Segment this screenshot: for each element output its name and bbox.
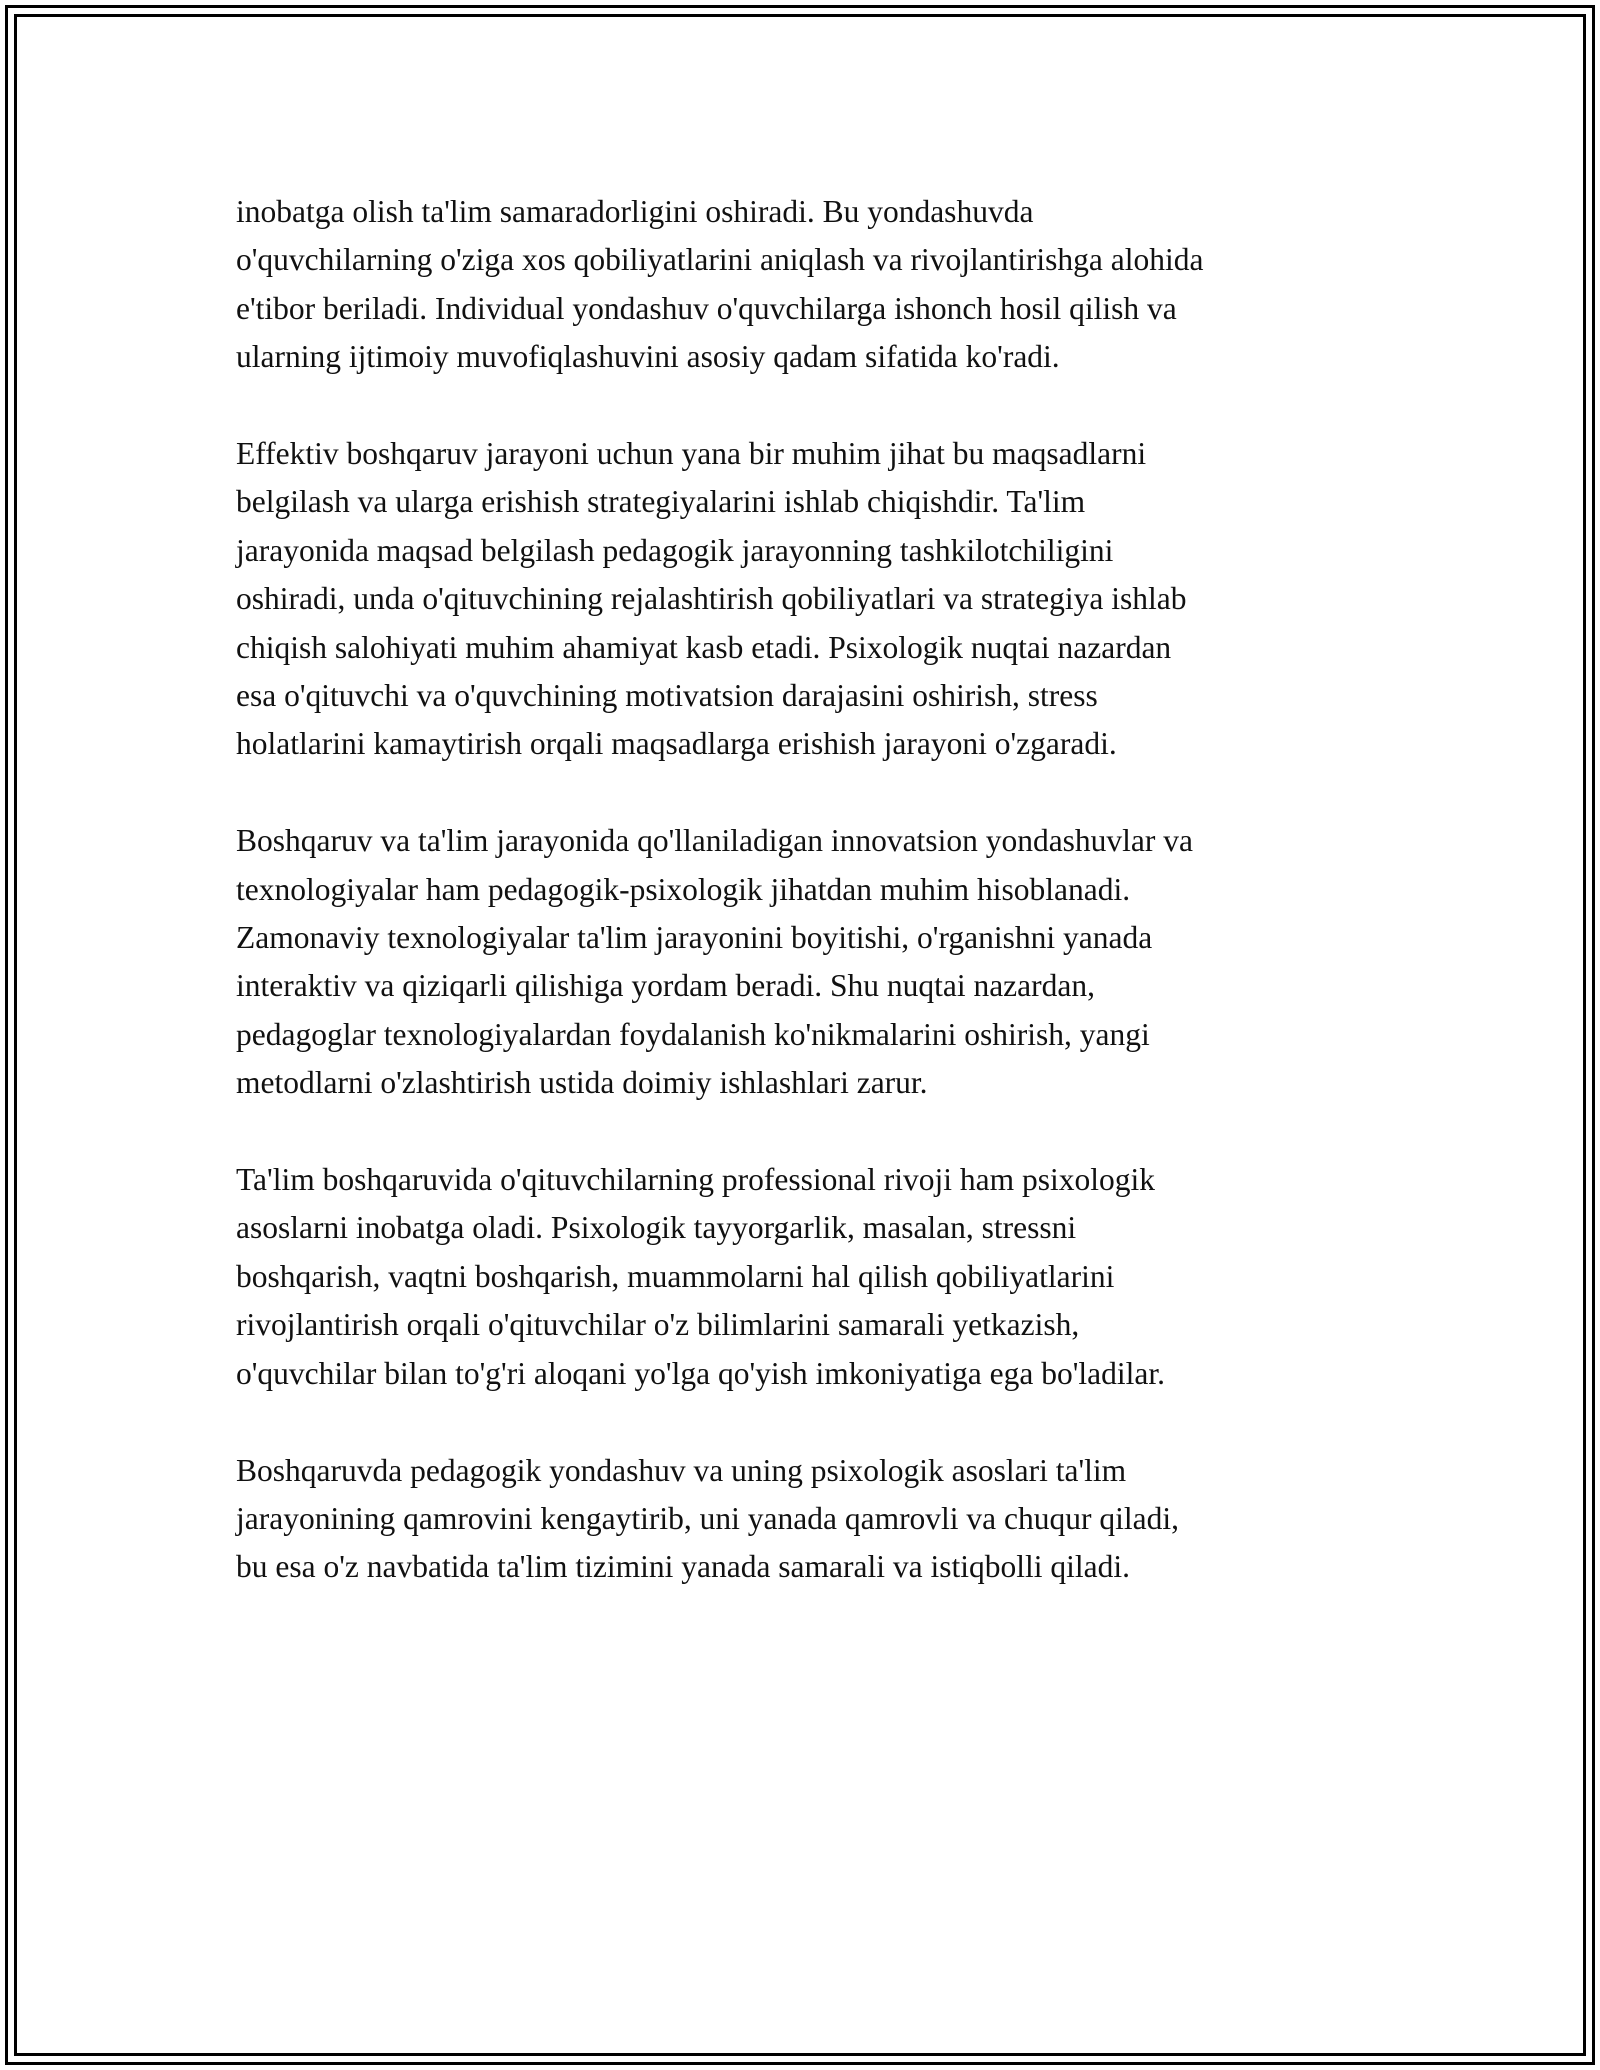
text-line: Boshqaruv va ta'lim jarayonida qo'llaniladigan innovatsion yondashuvlar va <box>236 823 1194 859</box>
text-line: Boshqaruvda pedagogik yondashuv va uning psixologik asoslari ta'lim <box>236 1452 1127 1488</box>
paragraph-5 <box>236 1447 1396 1592</box>
text-line: Ta'lim boshqaruvida o'qituvchilarning professional rivoji ham psixologik <box>236 1162 1156 1198</box>
text-line: jarayonida maqsad belgilash pedagogik jarayonning tashkilotchiligini <box>236 532 1114 568</box>
text-line: holatlarini kamaytirish orqali maqsadlarga erishish jarayoni o'zgaradi. <box>236 726 1117 762</box>
text-line: o'quvchilar bilan to'g'ri aloqani yo'lga qo'yish imkoniyatiga ega bo'ladilar. <box>236 1355 1165 1391</box>
text-line: oshiradi, unda o'qituvchining rejalashtirish qobiliyatlari va strategiya ishlab <box>236 581 1187 617</box>
text-line: metodlarni o'zlashtirish ustida doimiy ishlashlari zarur. <box>236 1065 928 1101</box>
text-line: chiqish salohiyati muhim ahamiyat kasb etadi. Psixologik nuqtai nazardan <box>236 629 1172 665</box>
text-line: asoslarni inobatga oladi. Psixologik tayyorgarlik, masalan, stressni <box>236 1210 1077 1246</box>
text-line: belgilash va ularga erishish strategiyalarini ishlab chiqishdir. Ta'lim <box>236 484 1086 520</box>
text-line: Effektiv boshqaruv jarayoni uchun yana bir muhim jihat bu maqsadlarni <box>236 436 1147 472</box>
text-line: o'quvchilarning o'ziga xos qobiliyatlarini aniqlash va rivojlantirishga alohida <box>236 242 1204 278</box>
text-line: texnologiyalar ham pedagogik-psixologik jihatdan muhim hisoblanadi. <box>236 871 1131 907</box>
text-line: e'tibor beriladi. Individual yondashuv o'quvchilarga ishonch hosil qilish va <box>236 290 1177 326</box>
text-line: jarayonining qamrovini kengaytirib, uni yanada qamrovli va chuqur qiladi, <box>236 1500 1180 1536</box>
paragraph-1 <box>236 188 1396 382</box>
paragraph-2 <box>236 430 1396 769</box>
paragraph-3 <box>236 817 1396 1107</box>
text-line: ularning ijtimoiy muvofiqlashuvini asosiy qadam sifatida ko'radi. <box>236 339 1060 375</box>
text-line: pedagoglar texnologiyalardan foydalanish ko'nikmalarini oshirish, yangi <box>236 1016 1150 1052</box>
paragraph-4 <box>236 1156 1396 1398</box>
text-line: inobatga olish ta'lim samaradorligini oshiradi. Bu yondashuvda <box>236 194 1034 229</box>
text-line: interaktiv va qiziqarli qilishiga yordam beradi. Shu nuqtai nazardan, <box>236 968 1095 1004</box>
document-body <box>236 188 1396 1640</box>
text-line: rivojlantirish orqali o'qituvchilar o'z bilimlarini samarali yetkazish, <box>236 1307 1080 1343</box>
text-line: Zamonaviy texnologiyalar ta'lim jarayonini boyitishi, o'rganishni yanada <box>236 920 1153 956</box>
text-line: bu esa o'z navbatida ta'lim tizimini yanada samarali va istiqbolli qiladi. <box>236 1549 1130 1585</box>
text-line: boshqarish, vaqtni boshqarish, muammolarni hal qilish qobiliyatlarini <box>236 1258 1115 1294</box>
text-line: esa o'qituvchi va o'quvchining motivatsion darajasini oshirish, stress <box>236 678 1098 714</box>
